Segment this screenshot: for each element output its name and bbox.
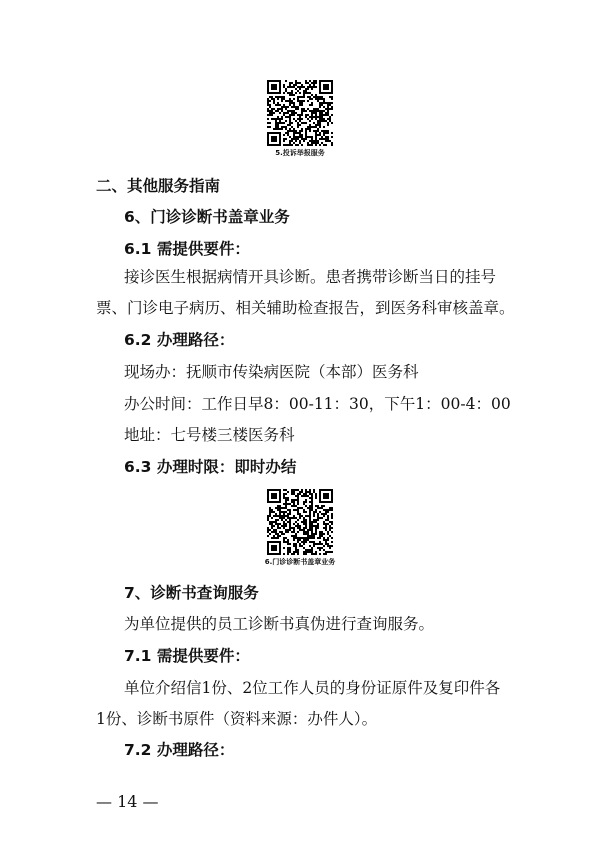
paragraph-line: 1份、诊断书原件（资料来源：办件人）。 bbox=[96, 710, 378, 728]
item-title: 7、诊断书查询服务 bbox=[124, 584, 259, 602]
paragraph-line: 地址：七号楼三楼医务科 bbox=[124, 426, 295, 444]
sub-heading: 6.2 办理路径： bbox=[124, 331, 235, 349]
qr-code-block-complaint bbox=[0, 80, 600, 158]
qr-caption: 6.门诊诊断书盖章业务 bbox=[264, 558, 336, 566]
paragraph-line: 单位介绍信1份、2位工作人员的身份证原件及复印件各 bbox=[124, 679, 501, 697]
sub-heading: 6.3 办理时限：即时办结 bbox=[124, 458, 297, 476]
qr-code-image bbox=[267, 489, 333, 555]
paragraph-line: 为单位提供的员工诊断书真伪进行查询服务。 bbox=[124, 615, 435, 633]
qr-code-image bbox=[267, 80, 333, 146]
item-title: 6、门诊诊断书盖章业务 bbox=[124, 208, 290, 226]
paragraph-line: 办公时间：工作日早8：00-11：30，下午1：00-4：00 bbox=[124, 395, 511, 413]
qr-caption: 5.投诉举报服务 bbox=[275, 149, 325, 157]
sub-heading: 7.1 需提供要件： bbox=[124, 647, 250, 665]
qr-code-block-diagnosis-stamp bbox=[0, 489, 600, 567]
sub-heading: 6.1 需提供要件： bbox=[124, 240, 250, 258]
paragraph-line: 现场办：抚顺市传染病医院（本部）医务科 bbox=[124, 363, 419, 381]
section-heading: 二、其他服务指南 bbox=[96, 177, 221, 195]
paragraph-line: 接诊医生根据病情开具诊断。患者携带诊断当日的挂号 bbox=[124, 268, 497, 286]
page-number: — 14 — bbox=[96, 792, 159, 811]
paragraph-line: 票、门诊电子病历、相关辅助检查报告，到医务科审核盖章。 bbox=[96, 299, 515, 317]
sub-heading: 7.2 办理路径： bbox=[124, 741, 235, 759]
